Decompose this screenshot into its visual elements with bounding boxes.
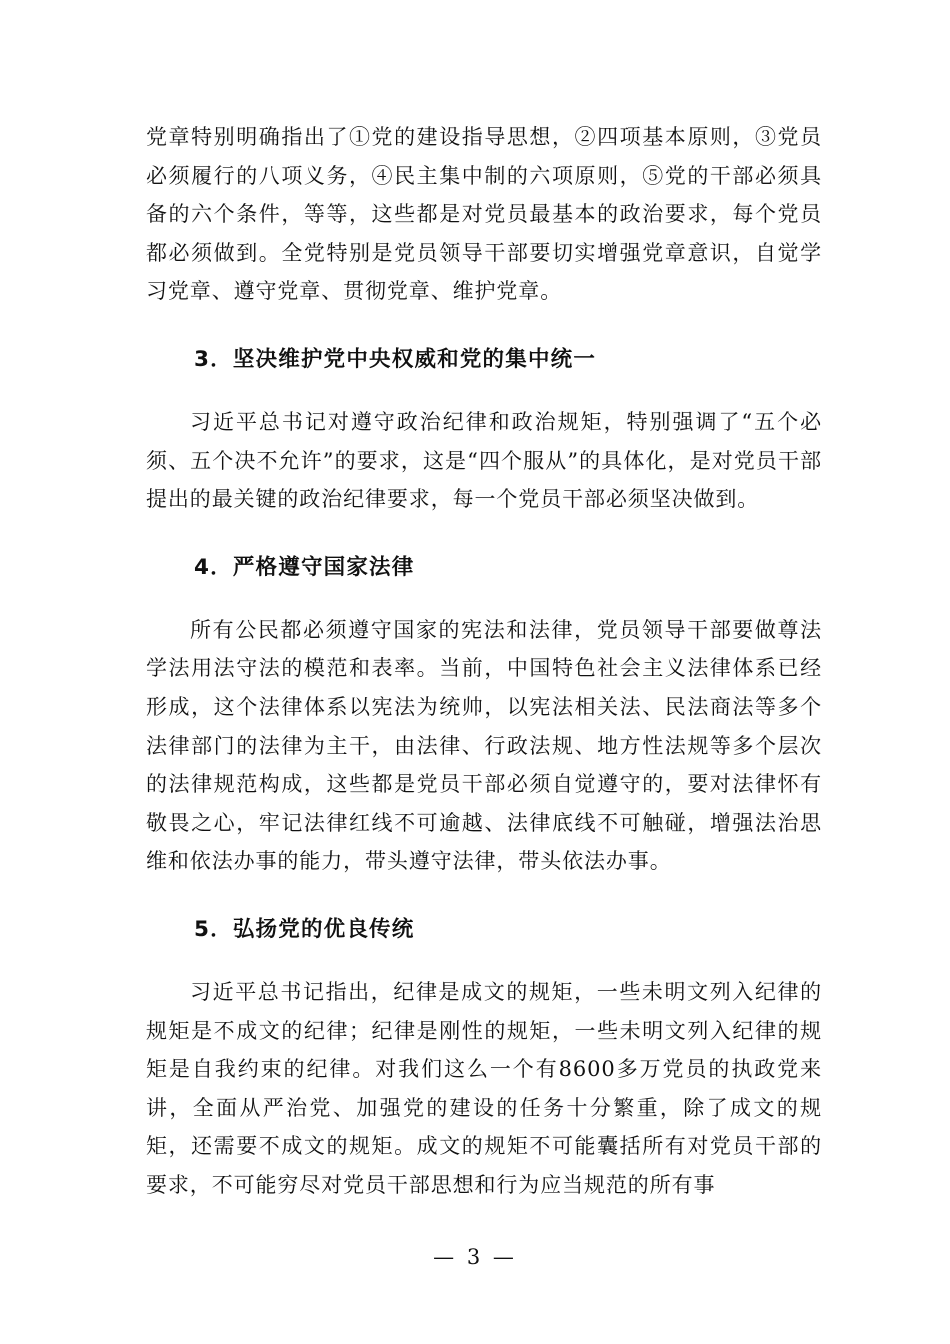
page-number: — 3 — — [433, 1245, 517, 1269]
spacer — [146, 379, 822, 403]
spacer — [146, 587, 822, 611]
section-heading-3: 3．坚决维护党中央权威和党的集中统一 — [194, 346, 597, 372]
spacer — [146, 519, 822, 549]
spacer — [146, 311, 822, 341]
spacer — [146, 949, 822, 973]
section-heading-4: 4．严格遵守国家法律 — [194, 554, 415, 580]
section-heading-5: 5．弘扬党的优良传统 — [194, 916, 415, 942]
document-body — [146, 118, 822, 1204]
paragraph-national-law: 所有公民都必须遵守国家的宪法和法律，党员领导干部要做尊法学法用法守法的模范和表率。当前，中国特色社会主义法律体系已经形成，这个法律体系以宪法为统帅，以宪法相关法、民法商法等多个法律部门的法律为主干，由法律、行政法规、地方性法规等多个层次的法律规范构成，这些都是党员干部必须自觉遵守的，要对法律怀有敬畏之心，牢记法律红线不可逾越、法律底线不可触碰，增强法治思维和依法办事的能力，带头遵守法律，带头依法办事。 — [146, 617, 822, 874]
paragraph-party-constitution: 党章特别明确指出了①党的建设指导思想，②四项基本原则，③党员必须履行的八项义务，④民主集中制的六项原则，⑤党的干部必须具备的六个条件，等等，这些都是对党员最基本的政治要求，每个党员都必须做到。全党特别是党员领导干部要切实增强党章意识，自觉学习党章、遵守党章、贯彻党章、维护党章。 — [146, 125, 822, 304]
paragraph-political-discipline: 习近平总书记对遵守政治纪律和政治规矩，特别强调了“五个必须、五个决不允许”的要求，这是“四个服从”的具体化，是对党员干部提出的最关键的政治纪律要求，每一个党员干部必须坚决做到。 — [146, 409, 822, 512]
paragraph-fine-traditions: 习近平总书记指出，纪律是成文的规矩，一些未明文列入纪律的规矩是不成文的纪律；纪律是刚性的规矩，一些未明文列入纪律的规矩是自我约束的纪律。对我们这么一个有8600多万党员的执政党来讲，全面从严治党、加强党的建设的任务十分繁重，除了成文的规矩，还需要不成文的规矩。成文的规矩不可能囊括所有对党员干部的要求，不可能穷尽对党员干部思想和行为应当规范的所有事 — [146, 979, 822, 1197]
spacer — [146, 881, 822, 911]
